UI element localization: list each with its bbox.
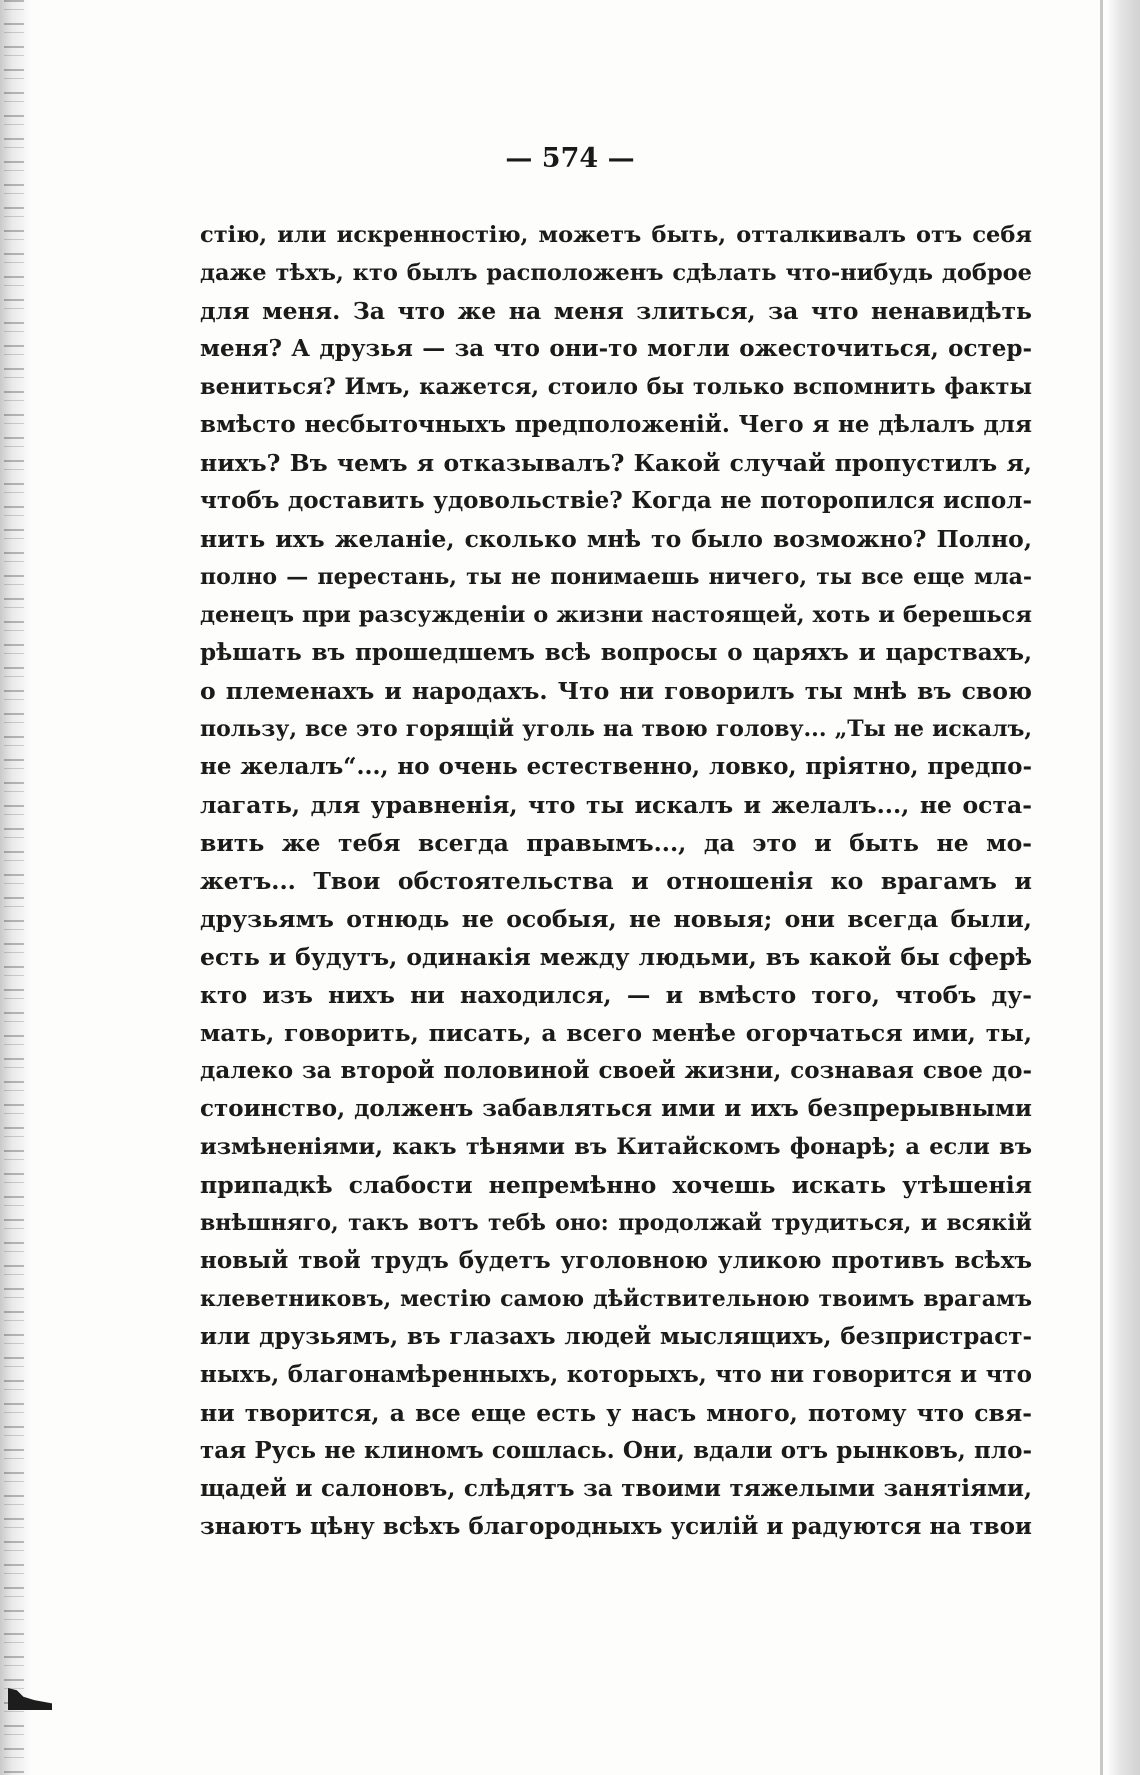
text-line: клеветниковъ, местію самою дѣйствительною твоимъ врагамъ bbox=[200, 1286, 1032, 1312]
text-line: кто изъ нихъ ни находился, — и вмѣсто того, чтобъ ду- bbox=[200, 981, 1032, 1009]
text-line: даже тѣхъ, кто былъ расположенъ сдѣлать что-нибудь доброе bbox=[200, 260, 1032, 286]
text-line: вениться? Имъ, кажется, стоило бы только вспомнить факты bbox=[200, 374, 1032, 400]
text-line: знаютъ цѣну всѣхъ благородныхъ усилій и радуются на твои bbox=[200, 1513, 1032, 1540]
text-line: мать, говорить, писать, а всего менѣе огорчаться ими, ты, bbox=[200, 1019, 1032, 1047]
text-line: друзьямъ отнюдь не особыя, не новыя; они всегда были, bbox=[200, 905, 1032, 933]
page-right-border bbox=[1100, 0, 1103, 1775]
text-line: стоинство, долженъ забавляться ими и ихъ безпрерывными bbox=[200, 1095, 1032, 1122]
text-line: пользу, все это горящій уголь на твою голову... „Ты не искалъ, bbox=[200, 716, 1032, 742]
text-line: нихъ? Въ чемъ я отказывалъ? Какой случай пропустилъ я, bbox=[200, 449, 1032, 477]
text-line: вмѣсто несбыточныхъ предположеній. Чего я не дѣлалъ для bbox=[200, 411, 1032, 438]
text-line: о племенахъ и народахъ. Что ни говорилъ ты мнѣ въ свою bbox=[200, 677, 1032, 705]
text-line: измѣненіями, какъ тѣнями въ Китайскомъ фонарѣ; а если въ bbox=[200, 1134, 1032, 1160]
page-right-edge-shadow bbox=[1108, 0, 1140, 1775]
text-line: рѣшать въ прошедшемъ всѣ вопросы о царяхъ и царствахъ, bbox=[200, 639, 1032, 666]
text-line: жетъ... Твои обстоятельства и отношенія ко врагамъ и bbox=[200, 867, 1032, 895]
text-line: щадей и салоновъ, слѣдятъ за твоими тяжелыми занятіями, bbox=[200, 1475, 1032, 1502]
text-line: нить ихъ желаніе, сколько мнѣ то было возможно? Полно, bbox=[200, 525, 1032, 553]
text-line: стію, или искренностію, можетъ быть, отталкивалъ отъ себя bbox=[200, 222, 1032, 248]
text-line: денецъ при разсужденіи о жизни настоящей, хоть и берешься bbox=[200, 602, 1032, 628]
text-line: не желалъ“..., но очень естественно, ловко, пріятно, предпо- bbox=[200, 753, 1032, 780]
text-line: новый твой трудъ будетъ уголовною уликою противъ всѣхъ bbox=[200, 1247, 1032, 1274]
text-line: или друзьямъ, въ глазахъ людей мыслящихъ, безпристраст- bbox=[200, 1323, 1032, 1350]
body-text bbox=[200, 216, 1032, 1546]
scan-speckle bbox=[4, 0, 24, 1775]
text-line: меня? А друзья — за что они-то могли ожесточиться, остер- bbox=[200, 335, 1032, 362]
text-line: есть и будутъ, одинакія между людьми, въ какой бы сферѣ bbox=[200, 943, 1032, 971]
text-line: лагать, для уравненія, что ты искалъ и желалъ..., не оста- bbox=[200, 791, 1032, 819]
text-line: ни творится, а все еще есть у насъ много, потому что свя- bbox=[200, 1399, 1032, 1427]
page-number: — 574 — bbox=[505, 143, 635, 174]
text-line: вить же тебя всегда правымъ..., да это и быть не мо- bbox=[200, 829, 1032, 857]
text-line: ныхъ, благонамѣренныхъ, которыхъ, что ни говорится и что bbox=[200, 1361, 1032, 1388]
text-line: припадкѣ слабости непремѣнно хочешь искать утѣшенія bbox=[200, 1171, 1032, 1199]
text-line: полно — перестань, ты не понимаешь ничего, ты все еще мла- bbox=[200, 564, 1032, 590]
text-line: далеко за второй половиной своей жизни, сознавая свое до- bbox=[200, 1057, 1032, 1084]
scan-blot bbox=[8, 1688, 52, 1710]
text-line: внѣшняго, такъ вотъ тебѣ оно: продолжай трудиться, и всякій bbox=[200, 1210, 1032, 1236]
text-line: для меня. За что же на меня злиться, за что ненавидѣть bbox=[200, 297, 1032, 325]
text-line: тая Русь не клиномъ сошлась. Они, вдали отъ рынковъ, пло- bbox=[200, 1437, 1032, 1464]
text-line: чтобъ доставить удовольствіе? Когда не поторопился испол- bbox=[200, 487, 1032, 514]
